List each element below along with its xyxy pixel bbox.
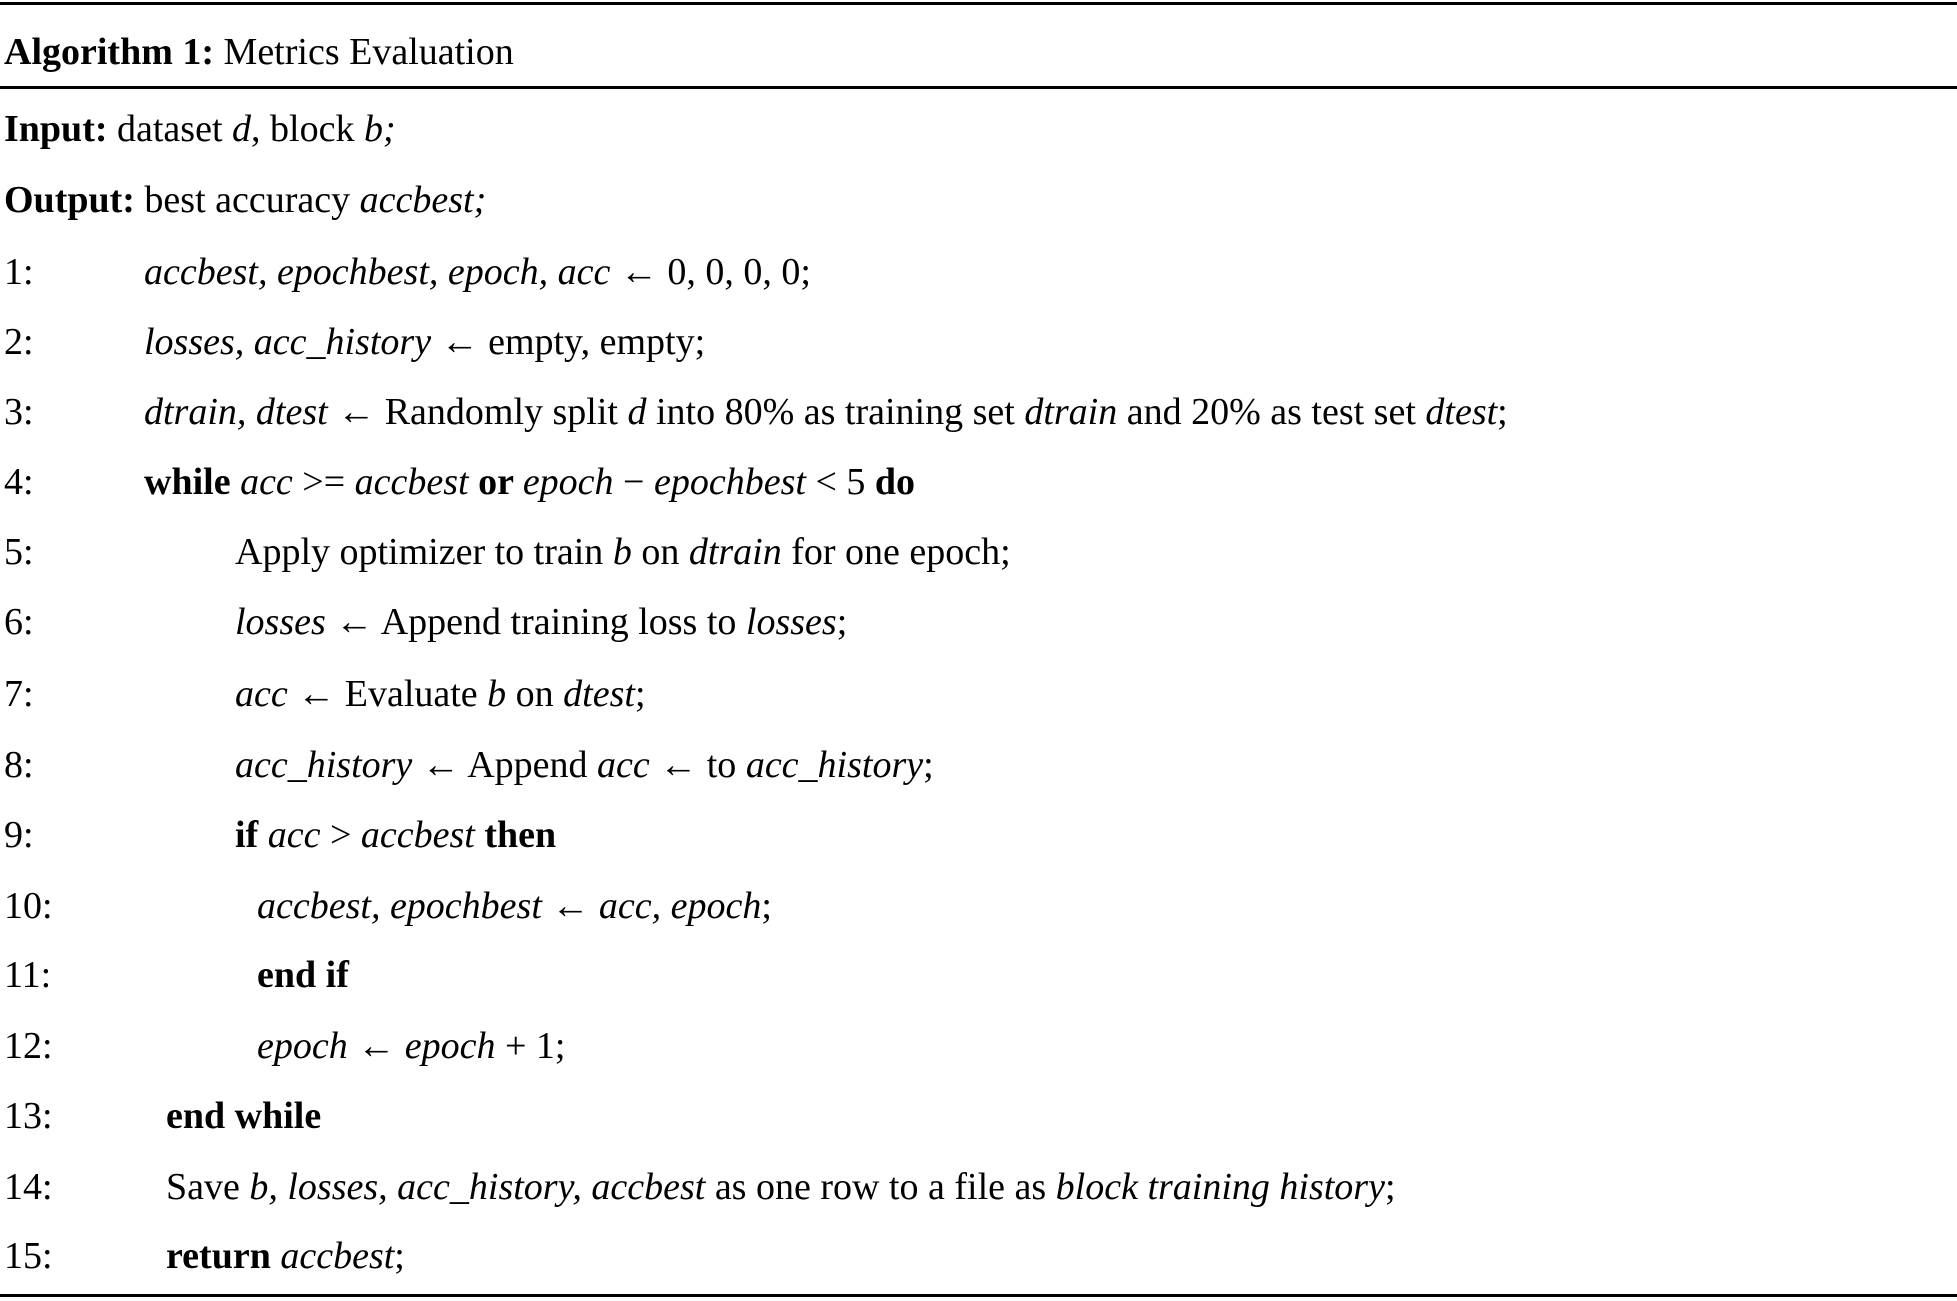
variable: d — [232, 108, 252, 150]
variable: acc — [230, 461, 293, 503]
text: ← 0, 0, 0, 0; — [610, 251, 811, 293]
text: ; — [923, 744, 934, 786]
line-number: 4: — [4, 461, 34, 503]
algorithm-line — [166, 1094, 321, 1138]
text: ; — [761, 885, 772, 927]
text: on — [506, 673, 564, 715]
line-number: 12: — [4, 1025, 53, 1067]
text: dataset — [107, 108, 233, 150]
variable: dtest — [563, 673, 635, 715]
variable: dtest — [1425, 391, 1498, 433]
variable: acc_history — [745, 744, 924, 786]
algorithm-line — [235, 600, 847, 644]
variable: accbest; — [359, 179, 487, 221]
algorithm-line — [235, 672, 646, 716]
keyword: or — [468, 461, 523, 503]
keyword: return — [166, 1235, 271, 1277]
line-number: 14: — [4, 1166, 53, 1208]
text: ← Append — [412, 744, 598, 786]
text: − — [613, 461, 654, 503]
output-spec — [4, 178, 486, 222]
text: ; — [1497, 391, 1508, 433]
variable: acc — [235, 673, 288, 715]
algorithm-line — [257, 884, 772, 928]
algorithm-line — [235, 743, 934, 787]
line-number: 10: — [4, 885, 53, 927]
keyword: end while — [166, 1095, 322, 1137]
algorithm-line — [144, 320, 705, 364]
text: best accuracy — [134, 179, 360, 221]
keyword: if — [235, 814, 259, 856]
line-number: 15: — [4, 1235, 53, 1277]
algorithm-title: Metrics Evaluation — [223, 31, 514, 73]
line-number: 1: — [4, 251, 34, 293]
text: Apply optimizer to train — [235, 531, 613, 573]
algorithm-line — [257, 1024, 565, 1068]
text: ; — [836, 601, 848, 643]
variable: accbest — [360, 814, 475, 856]
text: >= — [292, 461, 355, 503]
keyword: end if — [257, 954, 349, 996]
text: ; — [634, 673, 646, 715]
text: ← Randomly split — [327, 391, 628, 433]
variable: b — [487, 673, 507, 715]
variable: losses, acc_history — [144, 321, 432, 363]
variable: accbest — [354, 461, 469, 503]
variable: acc — [258, 814, 321, 856]
text: ← Evaluate — [287, 673, 488, 715]
variable: losses — [235, 601, 326, 643]
line-number: 5: — [4, 531, 34, 573]
output-label: Output: — [4, 179, 135, 221]
line-number: 11: — [4, 954, 52, 996]
variable: block training history — [1055, 1166, 1385, 1208]
keyword: then — [474, 814, 557, 856]
line-number: 8: — [4, 744, 34, 786]
text: Save — [166, 1166, 250, 1208]
line-number: 9: — [4, 814, 34, 856]
variable: accbest, epochbest, epoch, acc — [144, 251, 611, 293]
line-number: 3: — [4, 391, 34, 433]
variable: b; — [363, 108, 396, 150]
variable: d — [627, 391, 647, 433]
text: and 20% as test set — [1117, 391, 1426, 433]
text: < 5 — [805, 461, 875, 503]
text: on — [631, 531, 689, 573]
variable: epoch — [257, 1025, 348, 1067]
input-text — [108, 108, 396, 150]
line-number: 6: — [4, 601, 34, 643]
variable: epoch — [522, 461, 614, 503]
variable: accbest — [270, 1235, 395, 1277]
keyword: do — [874, 461, 916, 503]
algorithm-line — [144, 460, 915, 504]
algorithm-line — [166, 1234, 405, 1278]
bottom-rule — [0, 1294, 1957, 1297]
text: + 1; — [495, 1025, 566, 1067]
text: ← Append training loss to — [325, 601, 746, 643]
variable: dtrain, dtest — [144, 391, 328, 433]
algorithm-line — [257, 953, 349, 997]
text: ← — [347, 1025, 405, 1067]
variable: b — [612, 531, 632, 573]
algorithm-line — [235, 813, 556, 857]
variable: losses — [745, 601, 837, 643]
variable: dtrain — [1024, 391, 1118, 433]
caption-rule — [0, 86, 1957, 89]
text: ← — [541, 885, 599, 927]
output-text — [135, 179, 486, 221]
algorithm-label: Algorithm 1: — [4, 31, 215, 73]
text: ; — [394, 1235, 405, 1277]
top-rule — [0, 2, 1957, 5]
text: ← to — [649, 744, 746, 786]
line-number: 7: — [4, 673, 34, 715]
variable: epochbest — [653, 461, 806, 503]
algorithm-line — [144, 390, 1508, 434]
algorithm-line — [166, 1165, 1396, 1209]
text: > — [320, 814, 361, 856]
text: ; — [1384, 1166, 1396, 1208]
variable: dtrain — [688, 531, 782, 573]
text: , block — [251, 108, 364, 150]
line-number: 2: — [4, 321, 34, 363]
text: ← empty, empty; — [431, 321, 706, 363]
variable: acc — [597, 744, 650, 786]
algorithm-line — [235, 530, 1011, 574]
variable: acc_history — [235, 744, 413, 786]
keyword: while — [144, 461, 231, 503]
input-spec — [4, 107, 396, 151]
variable: acc, epoch — [598, 885, 762, 927]
text: into 80% as training set — [646, 391, 1025, 433]
line-number: 13: — [4, 1095, 53, 1137]
algorithm-caption — [4, 30, 514, 74]
text: as one row to a file as — [705, 1166, 1056, 1208]
variable: epoch — [404, 1025, 496, 1067]
input-label: Input: — [4, 108, 108, 150]
algorithm-line — [144, 250, 811, 294]
variable: b, losses, acc_history, accbest — [249, 1166, 706, 1208]
variable: accbest, epochbest — [257, 885, 542, 927]
text: for one epoch; — [781, 531, 1011, 573]
